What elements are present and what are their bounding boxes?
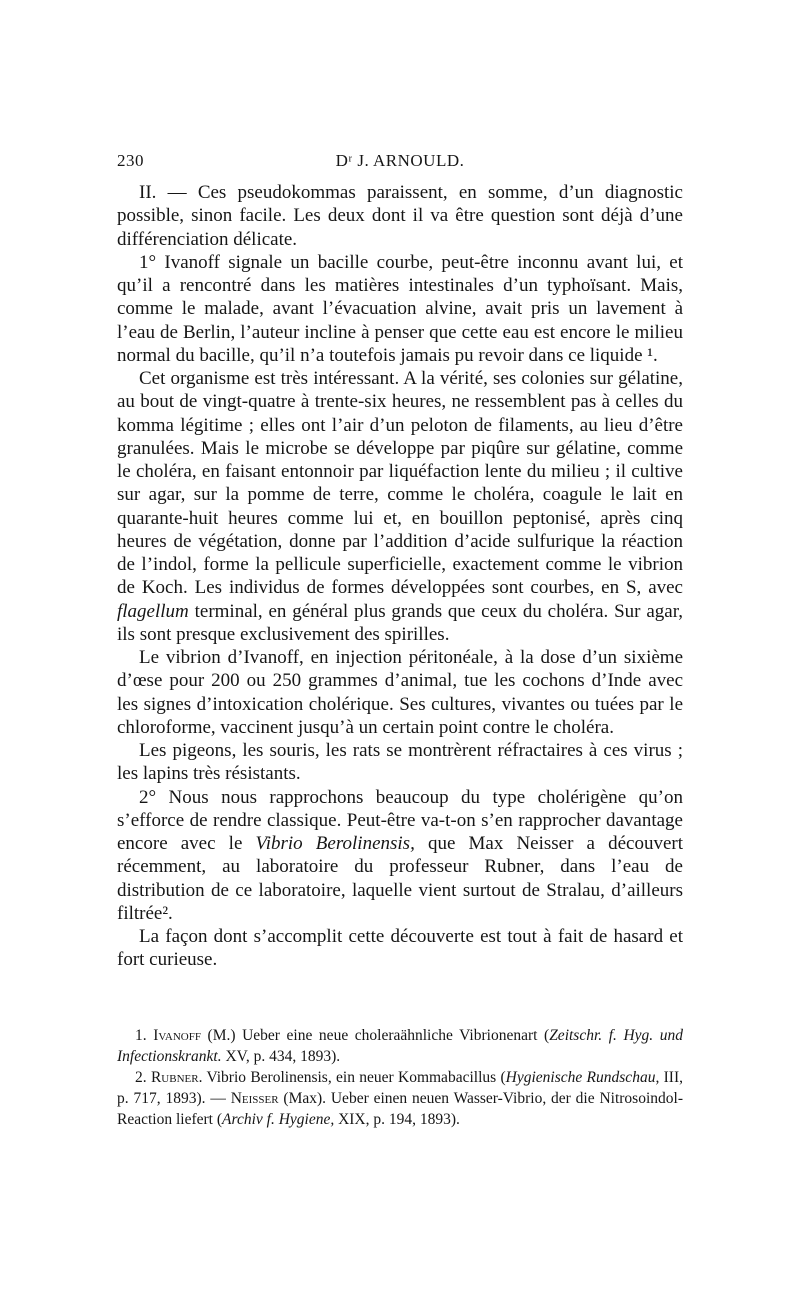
footnote-text: III, p. 717, 1893). — [117, 1069, 684, 1107]
paragraph-text: terminal, en général plus grands que ceux du choléra. Sur agar, ils sont presque exclusivement des spirilles. [117, 600, 684, 645]
footnote-text: XV, p. 434, 1893). [221, 1048, 341, 1065]
paragraph: Les pigeons, les souris, les rats se montrèrent réfractaires à ces virus ; les lapins très résistants. [117, 740, 683, 785]
running-head: Dʳ J. ARNOULD. [335, 151, 465, 170]
italic-term: Vibrio Berolinensis, [255, 833, 415, 854]
footnote-author: Ivanoff [153, 1027, 201, 1044]
footnote-author: Rubner. [150, 1069, 203, 1086]
footnote-journal: Zeitschr. f. Hyg. und Infectionskrankt. [117, 1027, 684, 1065]
footnote-number: 2. [135, 1069, 147, 1086]
footnote-number: 1. [135, 1027, 147, 1044]
footnote [117, 1025, 683, 1067]
paragraph [117, 367, 683, 646]
body-text [117, 181, 683, 972]
footnote-text: (M.) Ueber eine neue choleraähnliche Vibrionenart ( [207, 1027, 550, 1044]
paragraph [117, 786, 683, 926]
italic-term: flagellum [117, 600, 189, 622]
paragraph-text: 2° Nous nous rapprochons beaucoup du type cholérigène qu’on s’efforce de rendre classique. Peut-être va-t-on s’en rapprocher davantage encore avec le [117, 786, 683, 854]
paragraph: II. — Ces pseudokommas paraissent, en somme, d’un diagnostic possible, sinon facile. Les deux dont il va être question sont déjà d’une différenciation délicate. [117, 182, 683, 250]
footnote-author: Neisser [230, 1090, 279, 1107]
paragraph-text: que Max Neisser a découvert récemment, au laboratoire du professeur Rubner, dans l’eau de distribution de ce laboratoire, laquelle vient surtout de Stralau, d’ailleurs filtrée². [117, 833, 684, 924]
footnote-journal: Archiv f. Hygiene, [222, 1111, 335, 1128]
footnote-text: (Max). Ueber einen neuen Wasser-Vibrio, der die Nitrosoindol-Reaction liefert ( [117, 1090, 683, 1128]
paragraph-text: Cet organisme est très intéressant. A la vérité, ses colonies sur gélatine, au bout de vingt-quatre à trente-six heures, ne ressemblent pas à celles du komma légitime ; elles ont l’air d’un peloton de filaments, au lieu d’être granulées. Mais le microbe se développe par piqûre sur gélatine, comme le choléra, en faisant entonnoir par liquéfaction lente du milieu ; il cultive sur agar, sur la pomme de terre, comme le choléra, coagule le lait en quarante-huit heures comme lui et, en bouillon peptonisé, après cinq heures de végétation, donne par l’addition d’acide sulfurique la réaction de l’indol, forme la pellicule superficielle, exactement comme le vibrion de Koch. Les individus de formes développées sont courbes, en S, avec [117, 368, 683, 599]
footnote-journal: Hygienische Rundschau, [505, 1069, 660, 1086]
page-header [117, 151, 683, 177]
paragraph: 1° Ivanoff signale un bacille courbe, peut-être inconnu avant lui, et qu’il a rencontré dans les matières intestinales d’un typhoïsant. Mais, comme le malade, avant l’évacuation alvine, avait pris un lavement à l’eau de Berlin, l’auteur incline à penser que cette eau est encore le milieu normal du bacille, qu’il n’a toutefois jamais pu revoir dans ce liquide ¹. [117, 251, 683, 366]
footnote-text: XIX, p. 194, 1893). [334, 1111, 460, 1128]
page-number: 230 [117, 151, 144, 170]
paragraph: La façon dont s’accomplit cette découverte est tout à fait de hasard et fort curieuse. [117, 926, 683, 971]
footnotes [117, 1025, 683, 1130]
footnote [117, 1067, 683, 1130]
paragraph: Le vibrion d’Ivanoff, en injection péritonéale, à la dose d’un sixième d’œse pour 200 ou 250 grammes d’animal, tue les cochons d’Inde avec les signes d’intoxication cholérique. Ses cultures, vivantes ou tuées par le chloroforme, vaccinent jusqu’à un certain point contre le choléra. [117, 647, 683, 738]
footnote-text: Vibrio Berolinensis, ein neuer Kommabacillus ( [202, 1069, 506, 1086]
